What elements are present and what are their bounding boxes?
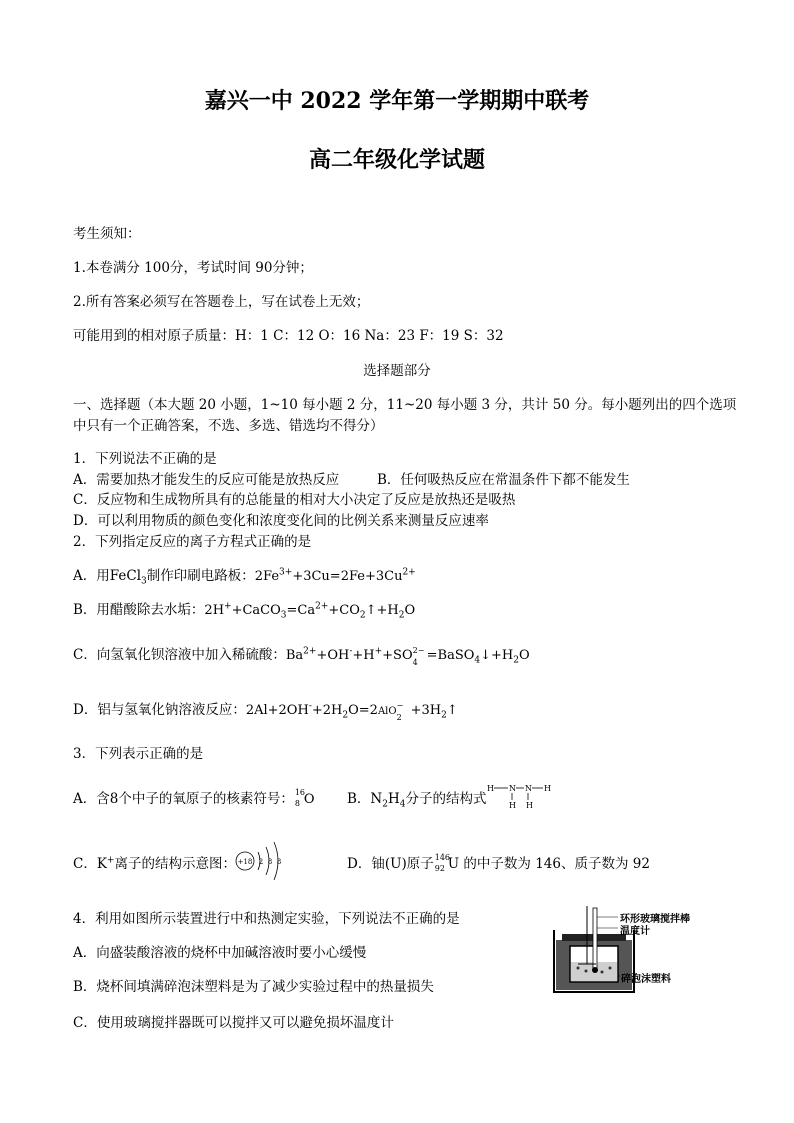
q3-d-suffix: U 的中子数为 146、质子数为 92 [447,856,650,872]
notice-item-2: 2.所有答案必须写在答题卷上，写在试卷上无效； [73,294,370,310]
q1-option-d: D．可以利用物质的颜色变化和浓度变化间的比例关系来测量反应速率 [73,513,489,529]
svg-text:H: H [526,801,533,810]
section-heading: 选择题部分 [363,363,431,379]
oxygen-nuclide: 16 8 [294,787,306,808]
q2-stem: 2．下列指定反应的离子方程式正确的是 [73,534,312,550]
q2-a-prefix: A．用 [73,568,110,584]
notice-heading: 考生须知： [73,226,141,242]
q1-option-c: C．反应物和生成物所具有的总能量的相对大小决定了反应是放热还是吸热 [73,492,516,508]
nucleus-charge: +18 [237,858,253,866]
q1-stem: 1．下列说法不正确的是 [73,451,217,467]
q3-b-suffix: 分子的结构式 [405,791,487,807]
shell-3-count: 8 [276,858,282,866]
svg-text:H: H [487,784,494,793]
q4-option-c: C．使用玻璃搅拌器既可以搅拌又可以避免损坏温度计 [73,1015,394,1031]
q3-stem: 3．下列表示正确的是 [73,746,204,762]
potassium-ion-diagram [233,838,293,884]
q2-option-c [73,643,530,667]
q2-b-equation: $2H^++CaCO_3=Ca^{2+}+CO_2↑+H_2O$ [204,601,416,621]
notice-item-1: 1.本卷满分 100分，考试时间 90分钟； [73,260,313,276]
svg-text:H: H [509,801,516,810]
q2-option-a: A．用FeCl$_3$制作印刷电路板：$2Fe^{3+}+3Cu=2Fe+3Cu^{2+}$ [73,567,416,587]
q3-c-prefix: C．K [73,856,107,872]
q3-option-b: B．$N_2H_4$分子的结构式 [347,791,487,810]
thermometer-icon [593,908,597,970]
hydrazine-structure [486,780,556,810]
q2-a-equation: $2Fe^{3+}+3Cu=2Fe+3Cu^{2+}$ [254,567,416,584]
q2-c-equation: $Ba^{2+}+OH^-+H^++SO$ 2− 4 $=BaSO_4↓+H_2O$ [285,645,530,667]
exam-title: 嘉兴一中 2022 学年第一学期期中联考 [204,88,590,114]
svg-text:H: H [544,784,551,793]
shell-2-count: 8 [267,858,273,866]
q2-d-equation: $2Al+2OH^-+2H_2O=2AlO$ − 2 $+3H_2↑$ [245,700,458,722]
svg-text:N: N [509,784,516,793]
q4-option-a: A．向盛装酸溶液的烧杯中加碱溶液时要小心缓慢 [73,945,367,961]
shell-1-count: 2 [258,858,264,866]
q2-a-middle: 制作印刷电路板： [146,568,255,584]
stirrer-label: 环形玻璃搅拌棒 [620,914,690,925]
oxygen-symbol: O [303,792,315,807]
q2-option-b [73,598,416,621]
q3-option-d [347,852,650,872]
atomic-masses: 可能用到的相对原子质量：H：1 C：12 O：16 Na：23 F：19 S：32 [73,328,504,344]
q1-option-a: A．需要加热才能发生的反应可能是放热反应 [73,472,340,488]
q3-d-prefix: D．铀(U)原子 [347,856,434,872]
thermometer-label: 温度计 [620,926,650,937]
foam-label: 碎泡沫塑料 [621,974,671,985]
q2-d-prefix: D．铝与氢氧化钠溶液反应： [73,702,246,718]
q4-stem: 4．利用如图所示装置进行中和热测定实验，下列说法不正确的是 [73,911,460,927]
svg-text:N: N [525,784,532,793]
q3-b-prefix: B．N [347,791,383,807]
q3-c-suffix: 离子的结构示意图： [114,856,236,872]
exam-subtitle: 高二年级化学试题 [308,147,485,173]
q3-option-c: C．K+离子的结构示意图： [73,855,236,872]
q2-b-prefix: B．用醋酸除去水垢： [73,602,205,618]
q1-option-b: B．任何吸热反应在常温条件下都不能发生 [377,472,630,488]
uranium-nuclide: 146 92 [434,852,451,873]
q3-option-a [73,787,315,807]
section-intro-line1: 一、选择题（本大题 20 小题，1~10 每小题 2 分，11~20 每小题 3 分，共计 50 分。每小题列出的四个选项 [73,397,737,413]
q2-option-d [73,698,458,722]
q2-c-prefix: C．向氢氧化钡溶液中加入稀硫酸： [73,647,286,663]
section-intro-line2: 中只有一个正确答案，不选、多选、错选均不得分） [73,418,384,434]
q4-option-b: B．烧杯间填满碎泡沫塑料是为了减少实验过程中的热量损失 [73,979,434,995]
q3-a-prefix: A．含8个中子的氧原子的核素符号： [73,791,294,807]
